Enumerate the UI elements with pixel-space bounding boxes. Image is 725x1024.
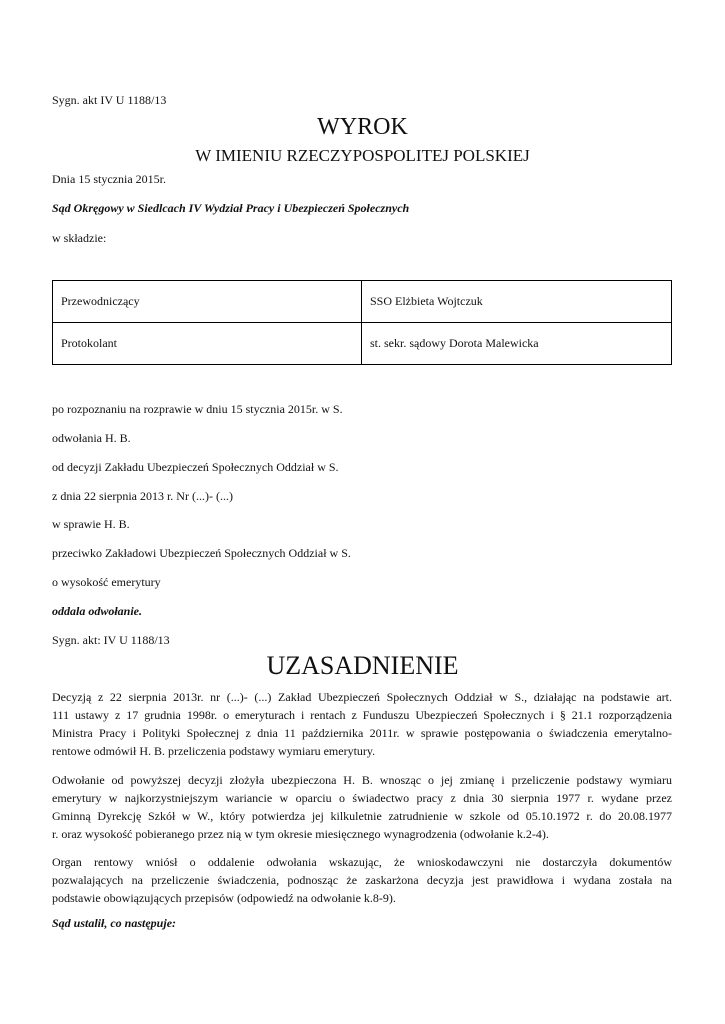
paragraph-line: podstawie obowiązujących przepisów (odpowiedź na odwołanie k.8-9). [52, 891, 396, 905]
case-signature-second: Sygn. akt: IV U 1188/13 [52, 633, 170, 647]
case-line: przeciwko Zakładowi Ubezpieczeń Społecznych Oddział w S. [52, 546, 351, 560]
case-signature: Sygn. akt IV U 1188/13 [52, 93, 167, 107]
panel-role: Protokolant [53, 323, 362, 365]
paragraph-line: Gminną Dyrekcję Szkół w W., który potwierdza jej kilkuletnie zatrudnienie w szkole od 05.10.1972 r. do 20.08.1977 [52, 809, 672, 823]
paragraph-line: pozwalających na przeliczenie świadczenia, podnosząc że zaskarżona decyzja jest prawidłowa i wydana została na [52, 873, 672, 887]
paragraph-line: emerytury w najkorzystniejszym wariancie w oparciu o świadectwo pracy z dnia 30 sierpnia 1977 r. wydane przez [52, 791, 672, 805]
document-subtitle: W IMIENIU RZECZYPOSPOLITEJ POLSKIEJ [195, 146, 530, 165]
verdict: oddala odwołanie. [52, 604, 143, 618]
paragraph-line: 111 ustawy z 17 grudnia 1998r. o emeryturach i rentach z Funduszu Ubezpieczeń Społecznych i § 21.1 rozporządzenia [52, 708, 672, 722]
paragraph-line: Ministra Pracy i Polityki Społecznej z dnia 11 października 2011r. w sprawie postępowania o świadczenia emerytalno- [52, 726, 672, 740]
paragraph-line: Organ rentowy wniósł o oddalenie odwołania wskazując, że wnioskodawczyni nie dostarczyła dokumentów [52, 855, 672, 869]
justification-title: UZASADNIENIE [266, 651, 459, 680]
case-line: z dnia 22 sierpnia 2013 r. Nr (...)- (...) [52, 489, 233, 503]
panel-role: Przewodniczący [53, 281, 362, 323]
findings-heading: Sąd ustalił, co następuje: [52, 916, 177, 930]
table-row [53, 323, 672, 365]
case-line: o wysokość emerytury [52, 575, 161, 589]
paragraph-line: r. oraz wysokość pobieranego przez nią w tym okresie miesięcznego wynagrodzenia (odwołanie k.2-4). [52, 827, 549, 841]
table-row [53, 281, 672, 323]
court-name: Sąd Okręgowy w Siedlcach IV Wydział Pracy i Ubezpieczeń Społecznych [52, 201, 410, 215]
case-line: odwołania H. B. [52, 431, 131, 445]
case-line: od decyzji Zakładu Ubezpieczeń Społecznych Oddział w S. [52, 460, 339, 474]
case-line: po rozpoznaniu na rozprawie w dniu 15 stycznia 2015r. w S. [52, 402, 343, 416]
composition-label: w składzie: [52, 231, 107, 245]
panel-table [52, 280, 672, 365]
justification-paragraph [52, 688, 672, 760]
paragraph-line: Decyzją z 22 sierpnia 2013r. nr (...)- (...) Zakład Ubezpieczeń Społecznych Oddział w S., działając na podstawie art. [52, 690, 672, 704]
paragraph-line: Odwołanie od powyższej decyzji złożyła ubezpieczona H. B. wnosząc o jej zmianę i przeliczenie podstawy wymiaru [52, 773, 672, 787]
justification-paragraph [52, 771, 672, 843]
document-title: WYROK [317, 114, 408, 140]
paragraph-line: rentowe odmówił H. B. przeliczenia podstawy wymiaru emerytury. [52, 744, 376, 758]
panel-name: SSO Elżbieta Wojtczuk [362, 281, 672, 323]
case-line: w sprawie H. B. [52, 517, 130, 531]
justification-paragraph [52, 853, 672, 907]
panel-name: st. sekr. sądowy Dorota Malewicka [362, 323, 672, 365]
judgment-date: Dnia 15 stycznia 2015r. [52, 172, 166, 186]
